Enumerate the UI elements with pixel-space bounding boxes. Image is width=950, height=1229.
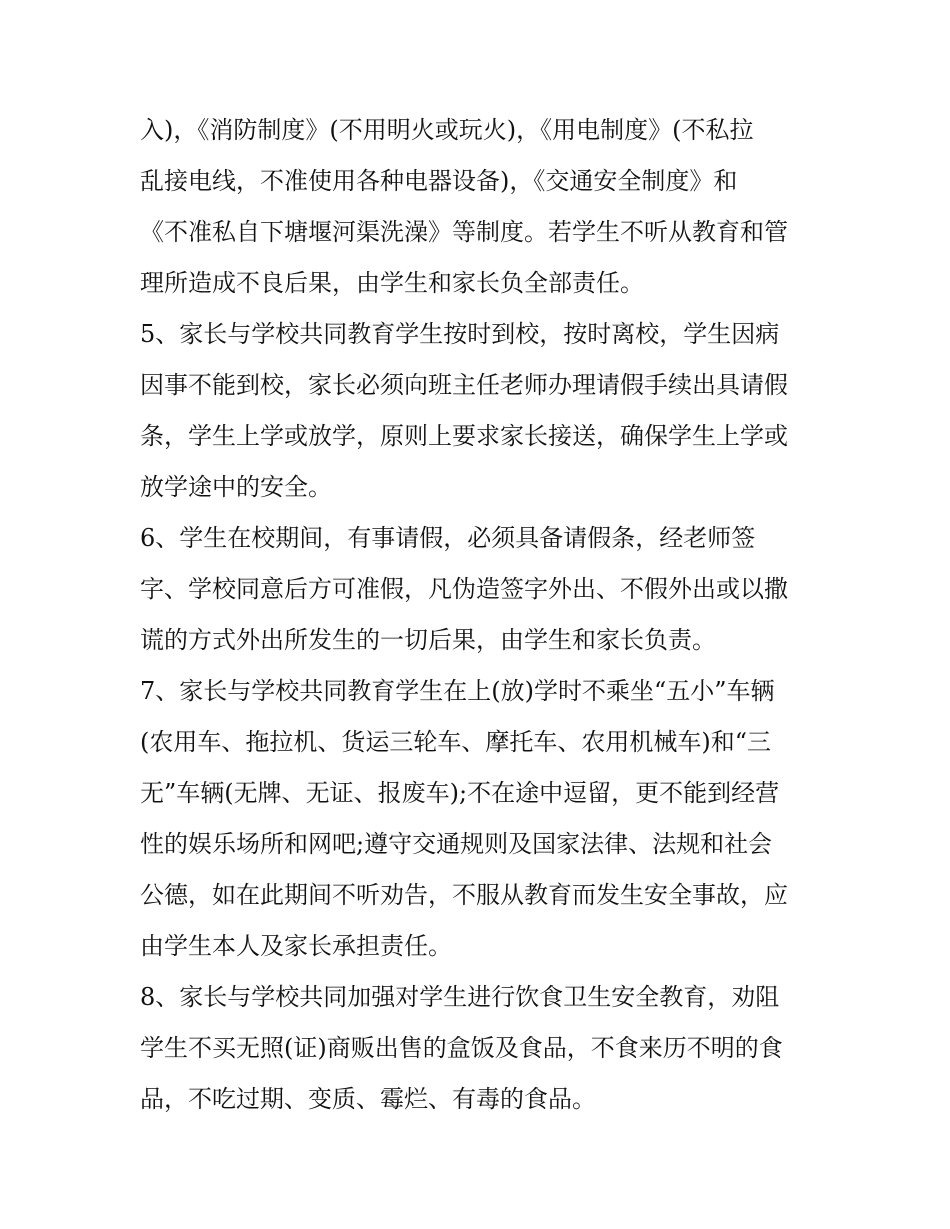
text-line-9: 6、学生在校期间，有事请假，必须具备请假条，经老师签: [140, 524, 756, 552]
text-line-20: 品，不吃过期、变质、霉烂、有毒的食品。: [140, 1085, 596, 1113]
text-line-15: 性的娱乐场所和网吧;遵守交通规则及国家法律、法规和社会: [140, 830, 773, 858]
text-line-12: 7、家长与学校共同教育学生在上(放)学时不乘坐“五小”车辆: [140, 677, 775, 705]
text-line-10: 字、学校同意后方可准假，凡伪造签字外出、不假外出或以撒: [140, 575, 788, 603]
text-line-3: 《不准私自下塘堰河渠洗澡》等制度。若学生不听从教育和管: [140, 218, 788, 246]
text-line-11: 谎的方式外出所发生的一切后果，由学生和家长负责。: [140, 626, 716, 654]
text-line-14: 无”车辆(无牌、无证、报废车);不在途中逗留，更不能到经营: [140, 779, 780, 807]
text-line-2: 乱接电线，不准使用各种电器设备)，《交通安全制度》和: [140, 167, 738, 195]
text-line-13: (农用车、拖拉机、货运三轮车、摩托车、农用机械车)和“三: [140, 728, 771, 756]
text-line-16: 公德，如在此期间不听劝告，不服从教育而发生安全事故，应: [140, 881, 788, 909]
text-line-4: 理所造成不良后果，由学生和家长负全部责任。: [140, 269, 644, 297]
text-line-6: 因事不能到校，家长必须向班主任老师办理请假手续出具请假: [140, 371, 788, 399]
text-line-18: 8、家长与学校共同加强对学生进行饮食卫生安全教育，劝阻: [140, 983, 780, 1011]
text-line-19: 学生不买无照(证)商贩出售的盒饭及食品，不食来历不明的食: [140, 1034, 783, 1062]
document-body: [140, 105, 820, 1125]
text-line-8: 放学途中的安全。: [140, 473, 332, 501]
text-line-7: 条，学生上学或放学，原则上要求家长接送，确保学生上学或: [140, 422, 788, 450]
text-line-1: 入)，《消防制度》(不用明火或玩火)，《用电制度》(不私拉: [140, 116, 754, 144]
text-line-17: 由学生本人及家长承担责任。: [140, 932, 452, 960]
text-line-5: 5、家长与学校共同教育学生按时到校，按时离校，学生因病: [140, 320, 780, 348]
